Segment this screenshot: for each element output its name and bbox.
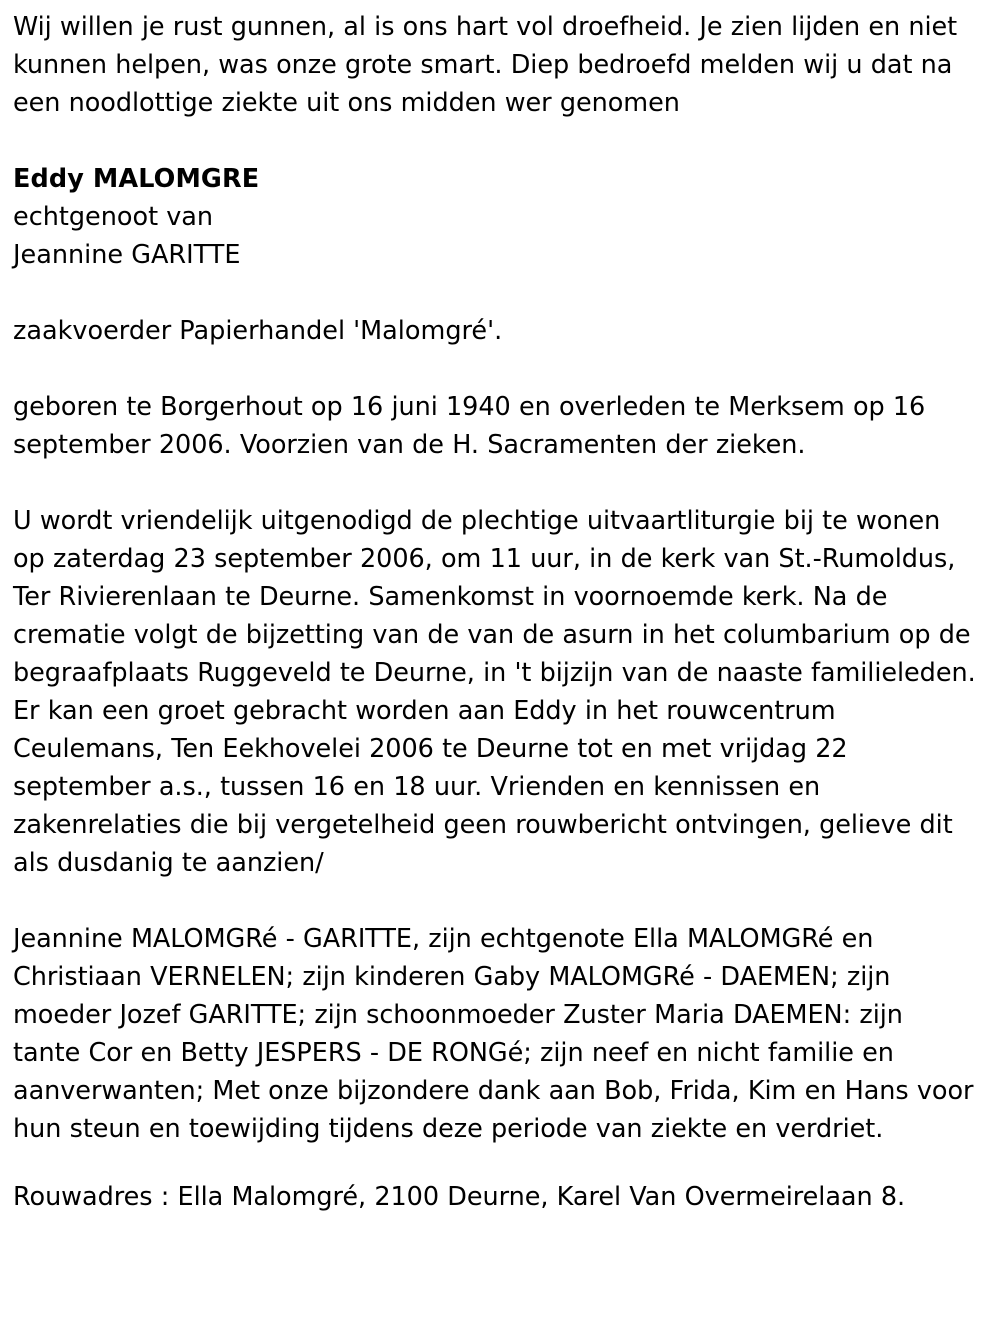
surviving-family-members: Jeannine MALOMGRé - GARITTE, zijn echtgenote Ella MALOMGRé en Christiaan VERNELEN; zijn kinderen Gaby MALOMGRé - DAEMEN; zijn moeder Jozef GARITTE; zijn schoonmoeder Zuster Maria DAEMEN: zijn tante Cor en Betty JESPERS - DE RONGé; zijn neef en nicht familie en aanverwanten; Met onze bijzondere dank aan Bob, Frida, Kim en Hans voor hun steun en toewijding tijdens deze periode van ziekte en verdriet.: [13, 924, 974, 1144]
birth-and-death-details: geboren te Borgerhout op 16 juni 1940 en overleden te Merksem op 16 september 2006. Voorzien van de H. Sacramenten der zieken.: [13, 392, 926, 460]
mourning-address: Rouwadres : Ella Malomgré, 2100 Deurne, Karel Van Overmeirelaan 8.: [13, 1182, 906, 1212]
spacer: [13, 882, 978, 920]
spacer: [13, 464, 978, 502]
spouse-name: Jeannine GARITTE: [13, 240, 241, 270]
deceased-name: Eddy MALOMGRE: [13, 164, 260, 194]
spacer: [13, 274, 978, 312]
spacer: [13, 1148, 978, 1178]
spacer: [13, 350, 978, 388]
opening-condolence-paragraph: Wij willen je rust gunnen, al is ons hart vol droefheid. Je zien lijden en niet kunnen helpen, was onze grote smart. Diep bedroefd melden wij u dat na een noodlottige ziekte uit ons midden wer genomen: [13, 12, 958, 118]
funeral-service-details: U wordt vriendelijk uitgenodigd de plechtige uitvaartliturgie bij te wonen op zaterdag 23 september 2006, om 11 uur, in de kerk van St.-Rumoldus, Ter Rivierenlaan te Deurne. Samenkomst in voornoemde kerk. Na de crematie volgt de bijzetting van de van de asurn in het columbarium op de begraafplaats Ruggeveld te Deurne, in 't bijzijn van de naaste familieleden. Er kan een groet gebracht worden aan Eddy in het rouwcentrum Ceulemans, Ten Eekhovelei 2006 te Deurne tot en met vrijdag 22 september a.s., tussen 16 en 18 uur. Vrienden en kennissen en zakenrelaties die bij vergetelheid geen rouwbericht ontvingen, gelieve dit als dusdanig te aanzien/: [13, 506, 976, 878]
occupation-line: zaakvoerder Papierhandel 'Malomgré'.: [13, 316, 503, 346]
spouse-relation-label: echtgenoot van: [13, 202, 214, 232]
spacer: [13, 122, 978, 160]
